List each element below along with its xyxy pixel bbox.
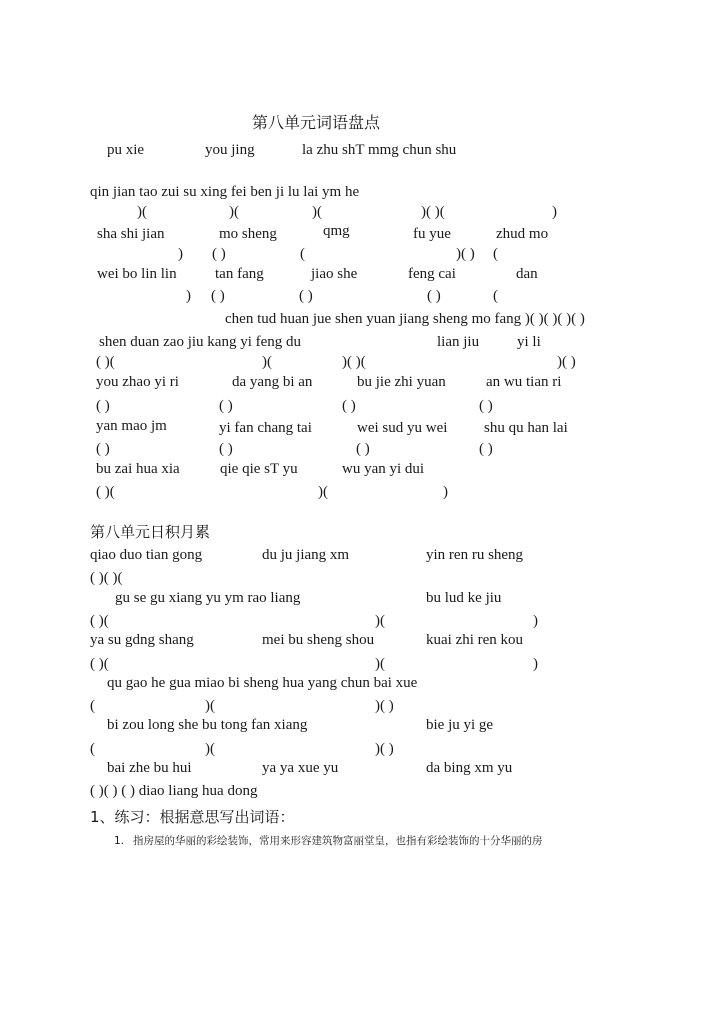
answer-bracket: )( — [262, 354, 272, 370]
answer-bracket: ( ) — [479, 441, 493, 457]
pinyin-word: bu lud ke jiu — [426, 590, 502, 606]
pinyin-word: yi li — [517, 334, 541, 350]
pinyin-word: you zhao yi ri — [96, 374, 179, 390]
pinyin-word: yan mao jm — [96, 418, 167, 434]
answer-bracket: ( ) — [479, 398, 493, 414]
pinyin-word: qmg — [323, 223, 350, 239]
answer-bracket: ( ) — [219, 398, 233, 414]
answer-bracket: )( — [137, 204, 147, 220]
pinyin-word: mei bu sheng shou — [262, 632, 375, 648]
pinyin-word: bi zou long she bu tong fan xiang — [107, 717, 308, 733]
answer-bracket: ( ) — [96, 398, 110, 414]
pinyin-word: you jing — [205, 142, 255, 158]
answer-bracket: ) — [443, 484, 448, 500]
answer-bracket: ( )( — [90, 656, 109, 672]
answer-bracket: ) — [178, 246, 183, 262]
pinyin-word: yi fan chang tai — [219, 420, 312, 436]
answer-bracket: ( ) — [212, 246, 226, 262]
pinyin-word: shu qu han lai — [484, 420, 568, 436]
answer-bracket: )( ) — [375, 698, 394, 714]
pinyin-word: an wu tian ri — [486, 374, 562, 390]
answer-bracket: )( — [318, 484, 328, 500]
pinyin-word: dan — [516, 266, 538, 282]
pinyin-word: pu xie — [107, 142, 145, 158]
pinyin-word: bu zai hua xia — [96, 461, 180, 477]
answer-bracket: )( — [205, 741, 215, 757]
answer-bracket: ( )( — [90, 613, 109, 629]
pinyin-word: zhud mo — [496, 226, 549, 242]
pinyin-word: gu se gu xiang yu ym rao liang — [115, 590, 301, 606]
answer-bracket: ( ) — [211, 288, 225, 304]
answer-bracket: ( ) — [299, 288, 313, 304]
pinyin-word: bie ju yi ge — [426, 717, 494, 733]
answer-bracket: ( ) — [96, 441, 110, 457]
answer-bracket: )( — [375, 613, 385, 629]
pinyin-word: bu jie zhi yuan — [357, 374, 446, 390]
answer-bracket: )( ) — [557, 354, 576, 370]
answer-bracket: ) — [533, 656, 538, 672]
pinyin-word: tan fang — [215, 266, 264, 282]
pinyin-word: da yang bi an — [232, 374, 313, 390]
answer-bracket: ) — [186, 288, 191, 304]
pinyin-word: wei sud yu wei — [357, 420, 448, 436]
pinyin-word: feng cai — [408, 266, 456, 282]
answer-bracket: ( )( — [96, 354, 115, 370]
answer-bracket: ( — [493, 288, 498, 304]
answer-bracket: ) — [533, 613, 538, 629]
pinyin-word: wu yan yi dui — [342, 461, 425, 477]
pinyin-line: qu gao he gua miao bi sheng hua yang chun bai xue — [107, 675, 418, 691]
answer-bracket: )( )( — [421, 204, 445, 220]
pinyin-word: shen duan zao jiu kang yi feng du — [99, 334, 302, 350]
pinyin-word: wei bo lin lin — [97, 266, 177, 282]
answer-bracket: ( ) — [342, 398, 356, 414]
answer-bracket: ( ) — [219, 441, 233, 457]
answer-bracket: ( — [300, 246, 305, 262]
pinyin-line: qin jian tao zui su xing fei ben ji lu lai ym he — [90, 184, 360, 200]
exercise-title: 1、练习：根据意思写出词语： — [90, 808, 295, 826]
pinyin-line: ( )( ) ( ) diao liang hua dong — [90, 783, 258, 799]
answer-bracket: ( ) — [427, 288, 441, 304]
pinyin-word: qie qie sT yu — [220, 461, 298, 477]
pinyin-word: mo sheng — [219, 226, 277, 242]
item-text: 指房屋的华丽的彩绘装饰，常用来形容建筑物富丽堂皇，也指有彩绘装饰的十分华丽的房 — [133, 835, 543, 847]
answer-bracket: )( — [229, 204, 239, 220]
answer-bracket: )( — [312, 204, 322, 220]
pinyin-word: du ju jiang xm — [262, 547, 350, 563]
answer-bracket: )( — [375, 656, 385, 672]
answer-bracket: ( — [90, 698, 95, 714]
pinyin-word: lian jiu — [437, 334, 480, 350]
answer-bracket: ( ) — [356, 441, 370, 457]
pinyin-line: chen tud huan jue shen yuan jiang sheng mo fang )( )( )( )( ) — [225, 311, 585, 327]
answer-bracket: )( ) — [456, 246, 475, 262]
answer-bracket: )( )( — [342, 354, 366, 370]
pinyin-word: qiao duo tian gong — [90, 547, 203, 563]
answer-bracket: ( — [90, 741, 95, 757]
pinyin-word: da bing xm yu — [426, 760, 513, 776]
pinyin-word: bai zhe bu hui — [107, 760, 192, 776]
pinyin-word: la zhu shT mmg chun shu — [302, 142, 457, 158]
page-title: 第八单元词语盘点 — [252, 113, 381, 132]
item-number: 1. — [114, 835, 125, 847]
section-title: 第八单元日积月累 — [90, 523, 211, 541]
pinyin-word: jiao she — [311, 266, 358, 282]
answer-bracket: )( — [205, 698, 215, 714]
pinyin-word: fu yue — [413, 226, 451, 242]
pinyin-word: sha shi jian — [97, 226, 165, 242]
answer-bracket: ( )( )( — [90, 570, 123, 586]
answer-bracket: ( )( — [96, 484, 115, 500]
pinyin-word: kuai zhi ren kou — [426, 632, 524, 648]
answer-bracket: ( — [493, 246, 498, 262]
pinyin-word: ya su gdng shang — [90, 632, 194, 648]
pinyin-word: ya ya xue yu — [262, 760, 339, 776]
answer-bracket: )( ) — [375, 741, 394, 757]
answer-bracket: ) — [552, 204, 557, 220]
pinyin-word: yin ren ru sheng — [426, 547, 524, 563]
